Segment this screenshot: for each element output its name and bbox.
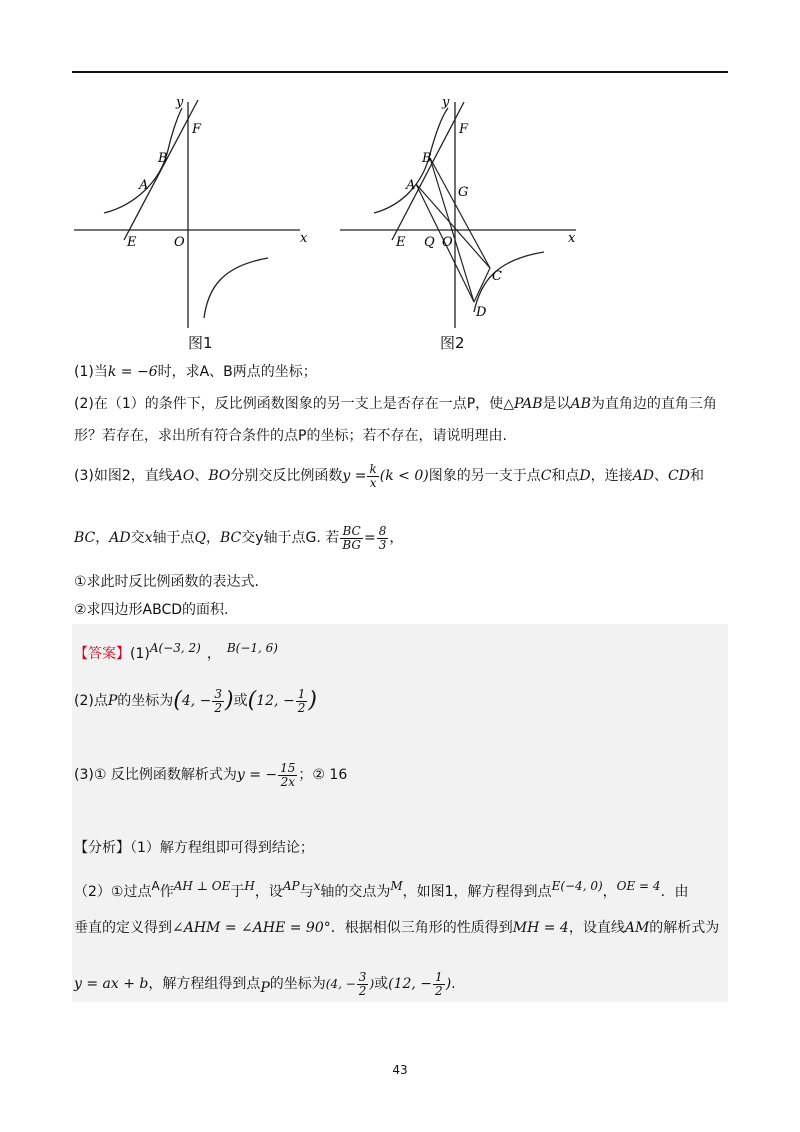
q3b-text-3: 轴于点 xyxy=(152,530,195,546)
fig1-label-x: x xyxy=(300,231,308,246)
fig2-line-ef xyxy=(392,102,464,240)
analysis-3-text-4: 的解析式为 xyxy=(649,920,720,936)
analysis-2-math-perp: AH ⊥ OE xyxy=(173,879,231,893)
answer-tag: 【答案】 xyxy=(74,646,130,662)
analysis-2-text-2: 作 xyxy=(159,884,174,900)
answer-3-prefix: (3)① 反比例函数解析式为 xyxy=(74,767,237,783)
fig1-label-a: A xyxy=(139,178,149,193)
answer-2: (2)点P的坐标为(4, − $\frac{3}{2}$ )或(12, − $\frac{1}{2}$ ) xyxy=(74,686,317,715)
answer-panel xyxy=(72,624,728,1002)
q3b-math-q: Q xyxy=(194,530,206,546)
answer-2-frac-3-2: $\frac{3}{2}$ xyxy=(214,686,223,715)
q3-math-c: C xyxy=(540,468,552,484)
analysis-2-ap: AP xyxy=(282,879,300,893)
analysis-4-frac-3-2: $\frac{3}{2}$ xyxy=(358,969,367,998)
fig1-line-ef xyxy=(124,100,198,240)
q3b-text-4: ， xyxy=(206,530,220,546)
fig2-label-f: F xyxy=(459,122,469,137)
fig2-label-g: G xyxy=(458,185,469,200)
q3b-math-x: x xyxy=(144,530,153,546)
q3-text-5: 和点 xyxy=(551,468,580,484)
q3-text-4: 图象的另一支于点 xyxy=(428,468,541,484)
analysis-3-math-mh: MH = 4 xyxy=(512,920,569,936)
answer-2-prefix: (2)点 xyxy=(74,693,108,709)
analysis-2-text-4: ，设 xyxy=(254,884,283,900)
analysis-2-text-6: 轴的交点为 xyxy=(320,884,391,900)
answer-2-frac-1-2: $\frac{1}{2}$ xyxy=(297,686,306,715)
fig1-label-f: F xyxy=(192,122,202,137)
q2-mid: 是以 xyxy=(542,396,571,412)
answer-2-or: 或 xyxy=(233,693,248,709)
question-2-line-1 xyxy=(74,394,717,414)
q3b-math-ad: AD xyxy=(109,530,131,546)
q3b-text-2: 交 xyxy=(130,530,145,546)
fig1-label-y: y xyxy=(176,95,184,110)
fig2-segment-bc xyxy=(430,158,490,268)
analysis-2-text-1: （2）①过点 xyxy=(74,884,152,900)
answer-2-coord-1: ( xyxy=(173,688,182,713)
q3-math-ao: AO xyxy=(172,468,195,484)
fig1-label-o: O xyxy=(174,235,185,250)
analysis-line-3 xyxy=(74,918,719,938)
answer-3-yeq: y = − xyxy=(236,767,278,783)
fig1-label-e: E xyxy=(127,235,137,250)
analysis-2-a: A xyxy=(151,879,160,893)
analysis-4-text-2: 的坐标为 xyxy=(269,976,326,992)
fig2-label-q: Q xyxy=(424,235,435,250)
analysis-4-text-1: ，解方程组得到点 xyxy=(148,976,261,992)
fig2-curve-left xyxy=(374,108,448,213)
figure-1 xyxy=(72,88,332,340)
fig2-label-o: O xyxy=(442,235,453,250)
answer-point-a: A(−3, 2) xyxy=(149,641,201,655)
q3b-equals: = xyxy=(363,530,376,546)
q3b-text-1: ， xyxy=(95,530,110,546)
question-3-line-1 xyxy=(74,462,704,490)
question-3-line-2 xyxy=(74,524,403,552)
analysis-4-text-3: . xyxy=(451,976,456,992)
fig2-label-y: y xyxy=(442,95,450,110)
analysis-3-math-am: AM xyxy=(624,920,650,936)
analysis-2-oe: OE = 4 xyxy=(616,879,661,893)
answer-2-coord-2: ( xyxy=(247,688,257,713)
analysis-4-or: 或 xyxy=(374,976,389,992)
fig1-curve-right xyxy=(204,258,268,318)
q3b-math-bc2: BC xyxy=(220,530,242,546)
q3-math-y: y = xyxy=(342,468,367,484)
fig1-label-b: B xyxy=(158,151,168,166)
q2-prefix: (2)在（1）的条件下，反比例函数图象的另一支上是否存在一点P，使 xyxy=(74,396,504,412)
analysis-3-text-2: ．根据相似三角形的性质得到 xyxy=(330,920,513,936)
page-number: 43 xyxy=(392,1063,408,1077)
q1-prefix: (1)当 xyxy=(74,364,108,380)
fig2-label-d: D xyxy=(476,305,487,320)
q2-math-pab: △PAB xyxy=(503,396,543,412)
analysis-line-4: y = ax + b，解方程组得到点P的坐标为(4, − $\frac{3}{2}$ )或(12, − $\frac{1}{2}$ ). xyxy=(74,969,456,998)
analysis-2-text-8: ， xyxy=(602,884,617,900)
figure-1-caption: 图1 xyxy=(188,334,213,352)
answer-1-sep: ， xyxy=(206,646,221,662)
analysis-3-text-3: ，设直线 xyxy=(568,920,625,936)
q3b-text-5: 交y轴于点G. 若 xyxy=(241,530,340,546)
fig2-segment-ac xyxy=(416,184,490,268)
analysis-2-text-9: ．由 xyxy=(660,884,689,900)
analysis-4-math-line: y = ax + b xyxy=(74,976,149,992)
fig2-label-x: x xyxy=(568,231,576,246)
analysis-2-text-7: ，如图1，解方程得到点 xyxy=(402,884,552,900)
answer-3-frac: $\frac{15}{2x}$ xyxy=(280,760,296,789)
q3-math-condition: (k < 0) xyxy=(379,468,429,484)
q2-suffix: 为直角边的直角三角 xyxy=(590,396,717,412)
q3b-fraction-bc-bg: $\frac{BC}{BG}$ xyxy=(342,523,361,552)
q3b-math-bc: BC xyxy=(74,530,96,546)
q1-suffix: 时，求A、B两点的坐标； xyxy=(157,364,317,380)
fig2-label-b: B xyxy=(422,151,432,166)
fig2-label-e: E xyxy=(396,235,406,250)
q3-math-cd: CD xyxy=(668,468,690,484)
analysis-2-text-5: 与 xyxy=(299,884,314,900)
analysis-2-text-3: 于 xyxy=(230,884,245,900)
analysis-line-1: 【分析】（1）解方程组即可得到结论； xyxy=(74,840,314,856)
q3b-text-6: ， xyxy=(389,530,404,546)
answer-1-prefix: (1) xyxy=(130,646,150,662)
fig1-curve-left xyxy=(104,108,182,213)
q3-text-7: 、 xyxy=(654,468,668,484)
q1-math: k = −6 xyxy=(107,364,158,380)
analysis-3-math-angle: ∠AHM = ∠AHE = 90° xyxy=(172,920,331,936)
q3-text-8: 和 xyxy=(689,468,704,484)
q3-text-3: 分别交反比例函数 xyxy=(230,468,343,484)
question-1 xyxy=(74,362,317,382)
analysis-4-p: P xyxy=(260,980,270,996)
q2-math-ab: AB xyxy=(570,396,591,412)
q2-line2-text: 形？若存在，求出所有符合条件的点P的坐标；若不存在，请说明理由. xyxy=(74,428,507,444)
fig2-segment-cd xyxy=(474,268,490,302)
answer-3-suffix: ；② 16 xyxy=(298,767,348,783)
analysis-2-m: M xyxy=(390,879,403,893)
analysis-2-x: x xyxy=(313,879,321,893)
figure-2 xyxy=(338,88,598,340)
answer-2-mid: 的坐标为 xyxy=(117,693,174,709)
q3-math-d: D xyxy=(579,468,591,484)
q3-text-2: 、 xyxy=(194,468,209,484)
q3-math-ad: AD xyxy=(632,468,654,484)
q3-fraction-k-over-x: $\frac{k}{x}$ xyxy=(369,461,377,490)
analysis-2-e: E(−4, 0) xyxy=(551,879,603,893)
answer-1 xyxy=(74,638,278,664)
header-rule xyxy=(72,71,728,73)
analysis-2-h: H xyxy=(244,879,255,893)
answer-3 xyxy=(74,760,347,790)
figure-2-caption: 图2 xyxy=(440,334,465,352)
analysis-3-text-1: 垂直的定义得到 xyxy=(74,920,172,936)
analysis-4-frac-1-2: $\frac{1}{2}$ xyxy=(435,969,443,998)
fig2-label-c: C xyxy=(492,269,502,284)
answer-point-b: B(−1, 6) xyxy=(226,641,278,655)
answer-2-point-p: P xyxy=(107,693,118,709)
subquestion-1: ①求此时反比例函数的表达式. xyxy=(74,574,260,590)
analysis-line-2 xyxy=(74,874,689,904)
q3-text-1: (3)如图2，直线 xyxy=(74,468,173,484)
q3-math-bo: BO xyxy=(208,468,231,484)
fig2-label-a: A xyxy=(406,178,416,193)
subquestion-2: ②求四边形ABCD的面积. xyxy=(74,602,229,618)
question-2-line-2 xyxy=(74,426,507,446)
q3b-fraction-8-3: $\frac{8}{3}$ xyxy=(378,523,387,552)
q3-text-6: ，连接 xyxy=(590,468,633,484)
